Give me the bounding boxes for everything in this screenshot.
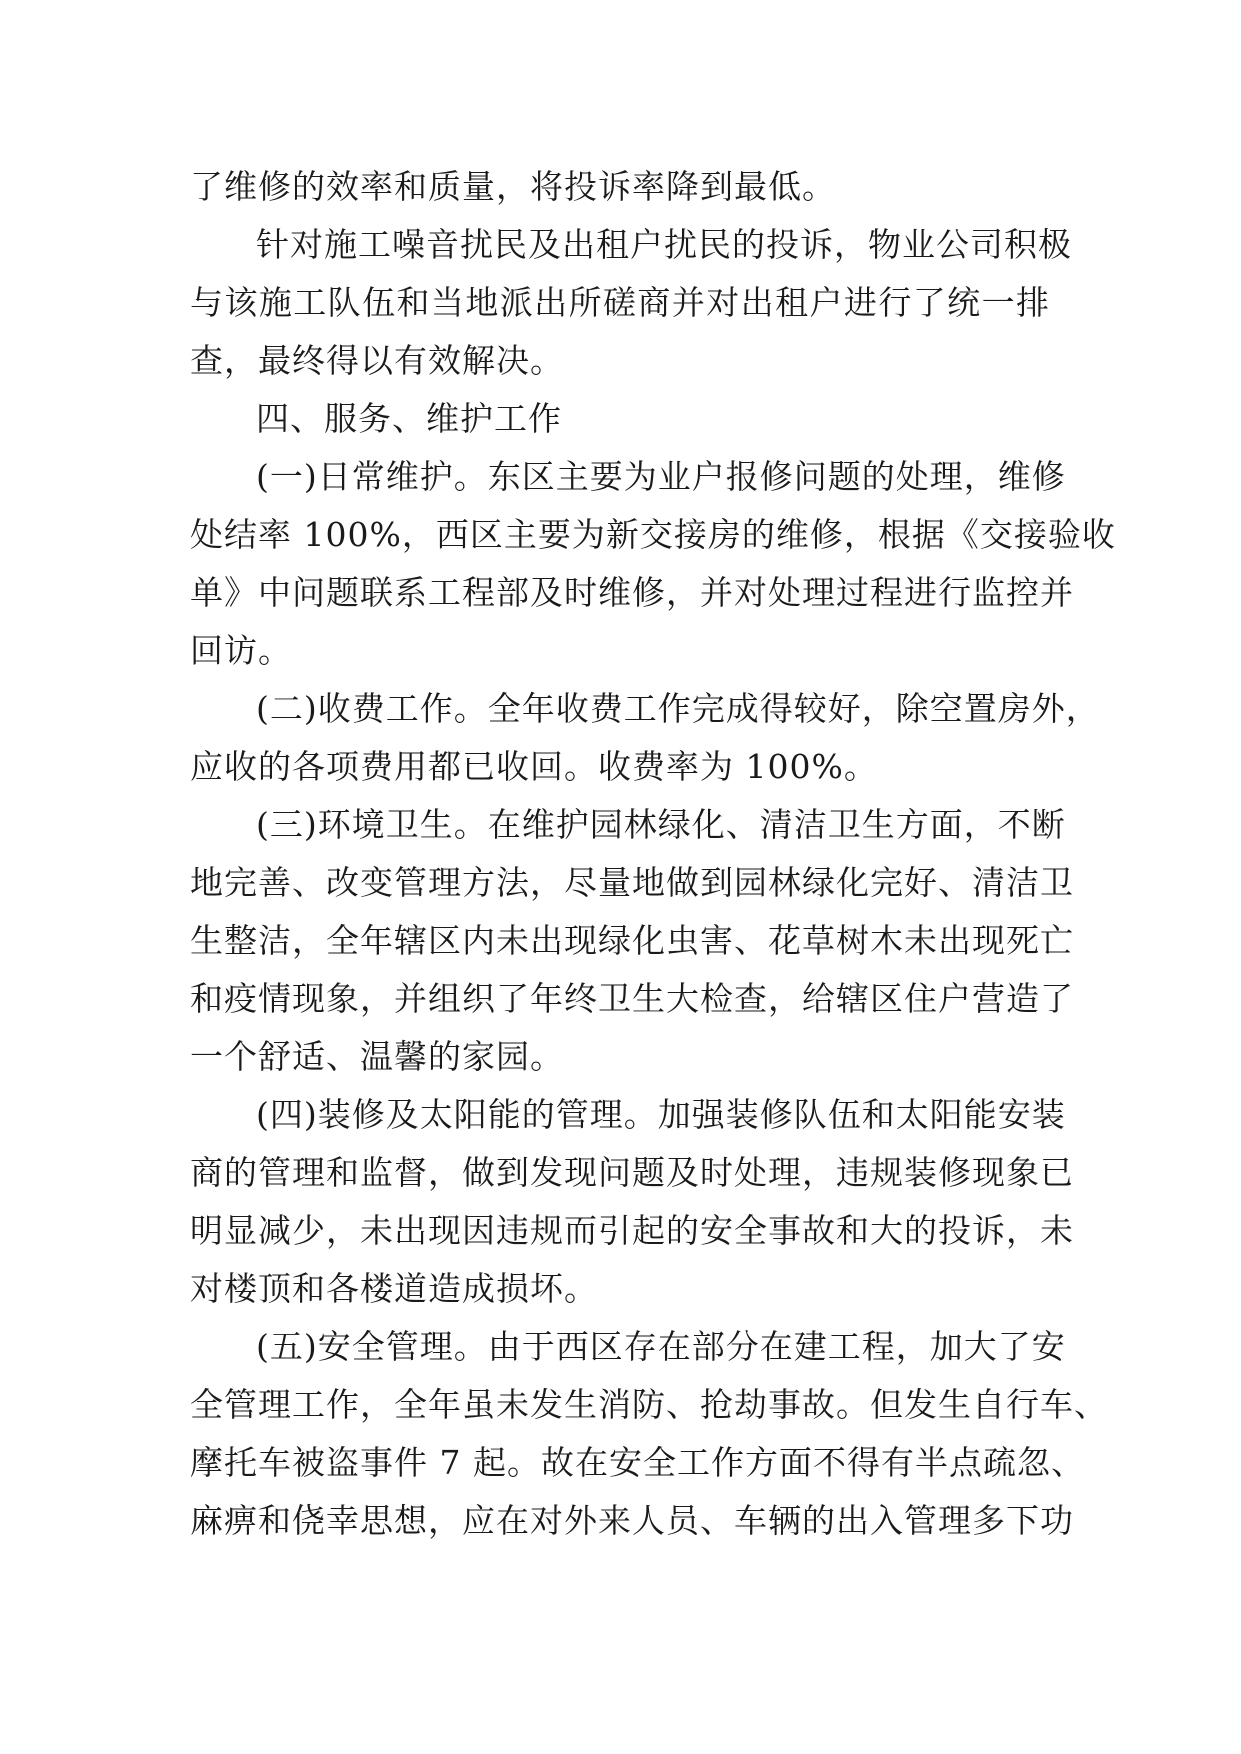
paragraph — [190, 390, 1050, 448]
paragraph — [190, 680, 1100, 796]
text-line: 回访。 — [190, 631, 292, 670]
text-line: 摩托车被盗事件 7 起。故在安全工作方面不得有半点疏忽、 — [190, 1443, 1085, 1482]
text-line: 处结率 100%，西区主要为新交接房的维修，根据《交接验收 — [190, 515, 1116, 554]
text-line: 和疫情现象，并组织了年终卫生大检查，给辖区住户营造了 — [190, 979, 1074, 1018]
text-line: (五)安全管理。由于西区存在部分在建工程，加大了安 — [256, 1327, 1066, 1366]
text-line: 四、服务、维护工作 — [256, 399, 562, 438]
text-line: 明显减少，未出现因违规而引起的安全事故和大的投诉，未 — [190, 1211, 1074, 1250]
text-line: 全管理工作，全年虽未发生消防、抢劫事故。但发生自行车、 — [190, 1385, 1108, 1424]
text-line: 麻痹和侥幸思想，应在对外来人员、车辆的出入管理多下功 — [190, 1501, 1074, 1540]
text-line: (四)装修及太阳能的管理。加强装修队伍和太阳能安装 — [256, 1095, 1066, 1134]
text-line: 对楼顶和各楼道造成损坏。 — [190, 1269, 598, 1308]
text-line: 生整洁，全年辖区内未出现绿化虫害、花草树木未出现死亡 — [190, 921, 1074, 960]
text-line: (一)日常维护。东区主要为业户报修问题的处理，维修 — [256, 457, 1066, 496]
text-line: 了维修的效率和质量，将投诉率降到最低。 — [190, 167, 836, 206]
text-line: 一个舒适、温馨的家园。 — [190, 1037, 564, 1076]
text-line: 查，最终得以有效解决。 — [190, 341, 564, 380]
paragraph — [190, 796, 1074, 1086]
paragraph — [190, 1318, 1108, 1550]
text-line: 与该施工队伍和当地派出所磋商并对出租户进行了统一排 — [190, 283, 1050, 322]
text-line: (三)环境卫生。在维护园林绿化、清洁卫生方面，不断 — [256, 805, 1066, 844]
paragraph — [190, 216, 1072, 390]
text-line: 单》中问题联系工程部及时维修，并对处理过程进行监控并 — [190, 573, 1074, 612]
paragraph — [190, 448, 1116, 680]
text-line: (二)收费工作。全年收费工作完成得较好，除空置房外， — [256, 689, 1100, 728]
text-line: 地完善、改变管理方法，尽量地做到园林绿化完好、清洁卫 — [190, 863, 1074, 902]
document-body — [190, 158, 1116, 1550]
text-line: 针对施工噪音扰民及出租户扰民的投诉，物业公司积极 — [256, 225, 1072, 264]
paragraph — [190, 1086, 1074, 1318]
text-line: 应收的各项费用都已收回。收费率为 100%。 — [190, 747, 878, 786]
text-line: 商的管理和监督，做到发现问题及时处理，违规装修现象已 — [190, 1153, 1074, 1192]
paragraph — [190, 158, 1050, 216]
